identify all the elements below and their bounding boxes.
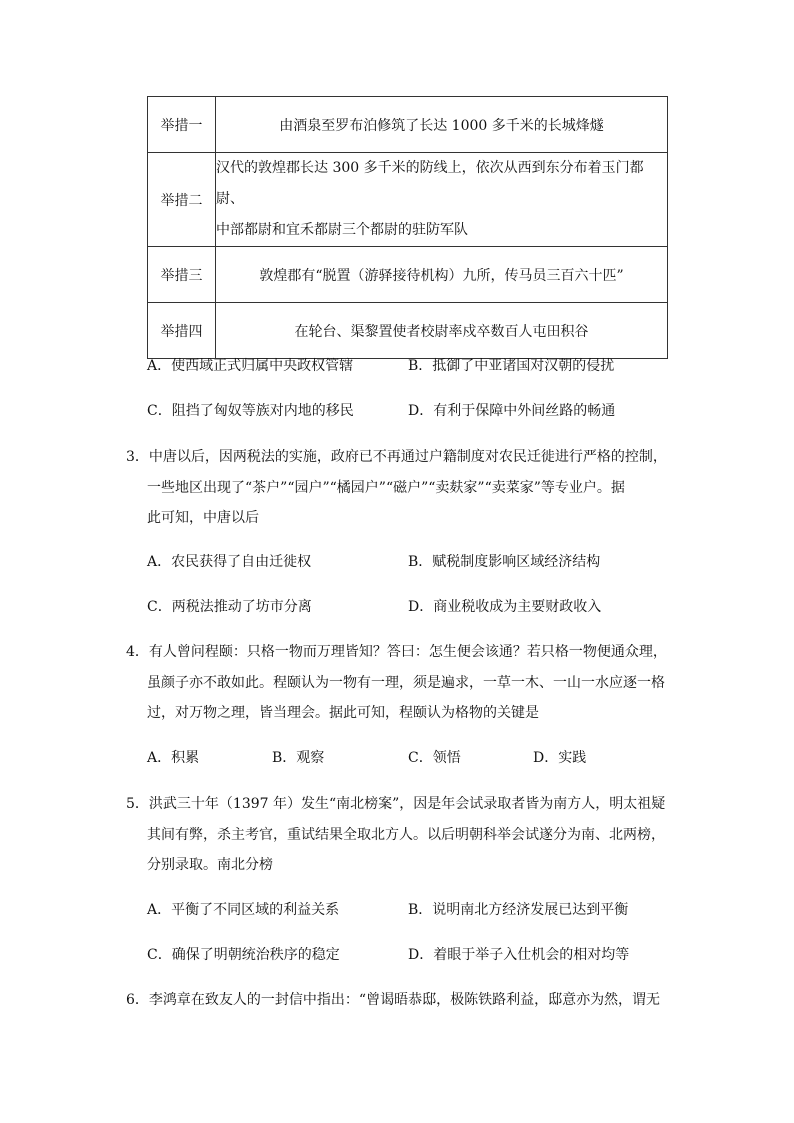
q3-option-b[interactable]: B．赋税制度影响区域经济结构 — [408, 554, 601, 570]
q5-option-a[interactable]: A．平衡了不同区域的利益关系 — [147, 902, 340, 918]
q6-stem-line: 6．李鸿章在致友人的一封信中指出：“曾谒晤恭邸，极陈铁路利益，邸意亦为然，谓无 — [126, 992, 661, 1008]
q4-option-b[interactable]: B．观察 — [272, 750, 325, 766]
row-content — [216, 153, 668, 247]
q5-option-c[interactable]: C．确保了明朝统治秩序的稳定 — [147, 947, 340, 963]
table-row — [148, 247, 668, 303]
row-content-line: 汉代的敦煌郡长达 300 多千米的防线上，依次从西到东分布着玉门都尉、 — [216, 160, 644, 207]
row-content: 在轮台、渠黎置使者校尉率戍卒数百人屯田积谷 — [216, 303, 668, 359]
table-row — [148, 97, 668, 153]
row-label: 举措四 — [148, 303, 216, 359]
q3-option-c[interactable]: C．两税法推动了坊市分离 — [147, 599, 312, 615]
q5-stem-line: 分别录取。南北分榜 — [147, 857, 273, 873]
q5-stem-line: 5．洪武三十年（1397 年）发生“南北榜案”，因是年会试录取者皆为南方人，明太祖疑 — [126, 796, 666, 812]
row-label: 举措二 — [148, 153, 216, 247]
q3-stem-line: 3．中唐以后，因两税法的实施，政府已不再通过户籍制度对农民迁徙进行严格的控制， — [126, 449, 667, 465]
q4-option-d[interactable]: D．实践 — [533, 750, 587, 766]
q3-option-d[interactable]: D．商业税收成为主要财政收入 — [408, 599, 602, 615]
row-content-line: 中部都尉和宜禾都尉三个都尉的驻防军队 — [216, 222, 468, 238]
table-row — [148, 303, 668, 359]
measures-table — [147, 96, 668, 359]
q4-option-c[interactable]: C．领悟 — [408, 750, 461, 766]
row-content: 由酒泉至罗布泊修筑了长达 1000 多千米的长城烽燧 — [216, 97, 668, 153]
q2-option-a[interactable]: A．使西域正式归属中央政权管辖 — [147, 358, 354, 374]
table-row — [148, 153, 668, 247]
row-content: 敦煌郡有“脱置（游驿接待机构）九所，传马员三百六十匹” — [216, 247, 668, 303]
q2-option-b[interactable]: B．抵御了中亚诸国对汉朝的侵扰 — [408, 358, 615, 374]
q3-option-a[interactable]: A．农民获得了自由迁徙权 — [147, 554, 312, 570]
q5-stem-line: 其间有弊，杀主考官，重试结果全取北方人。以后明朝科举会试遂分为南、北两榜， — [147, 827, 665, 843]
q5-option-d[interactable]: D．着眼于举子入仕机会的相对均等 — [408, 947, 630, 963]
q3-stem-line: 此可知，中唐以后 — [147, 510, 259, 526]
q4-stem-line: 虽颜子亦不敢如此。程颐认为一物有一理，须是遍求，一草一木、一山一水应逐一格 — [147, 675, 665, 691]
q4-option-a[interactable]: A．积累 — [147, 750, 200, 766]
q2-option-c[interactable]: C．阻挡了匈奴等族对内地的移民 — [147, 403, 354, 419]
q4-stem-line: 过，对万物之理，皆当理会。据此可知，程颐认为格物的关键是 — [147, 705, 539, 721]
q4-stem-line: 4．有人曾问程颐：只格一物而万理皆知？答曰：怎生便会该通？若只格一物便通众理， — [126, 644, 667, 660]
q2-option-d[interactable]: D．有利于保障中外间丝路的畅通 — [408, 403, 616, 419]
q5-option-b[interactable]: B．说明南北方经济发展已达到平衡 — [408, 902, 629, 918]
q3-stem-line: 一些地区出现了“茶户”“园户”“橘园户”“磁户”“卖麸家”“卖菜家”等专业户。据 — [147, 480, 625, 496]
row-label: 举措一 — [148, 97, 216, 153]
row-label: 举措三 — [148, 247, 216, 303]
